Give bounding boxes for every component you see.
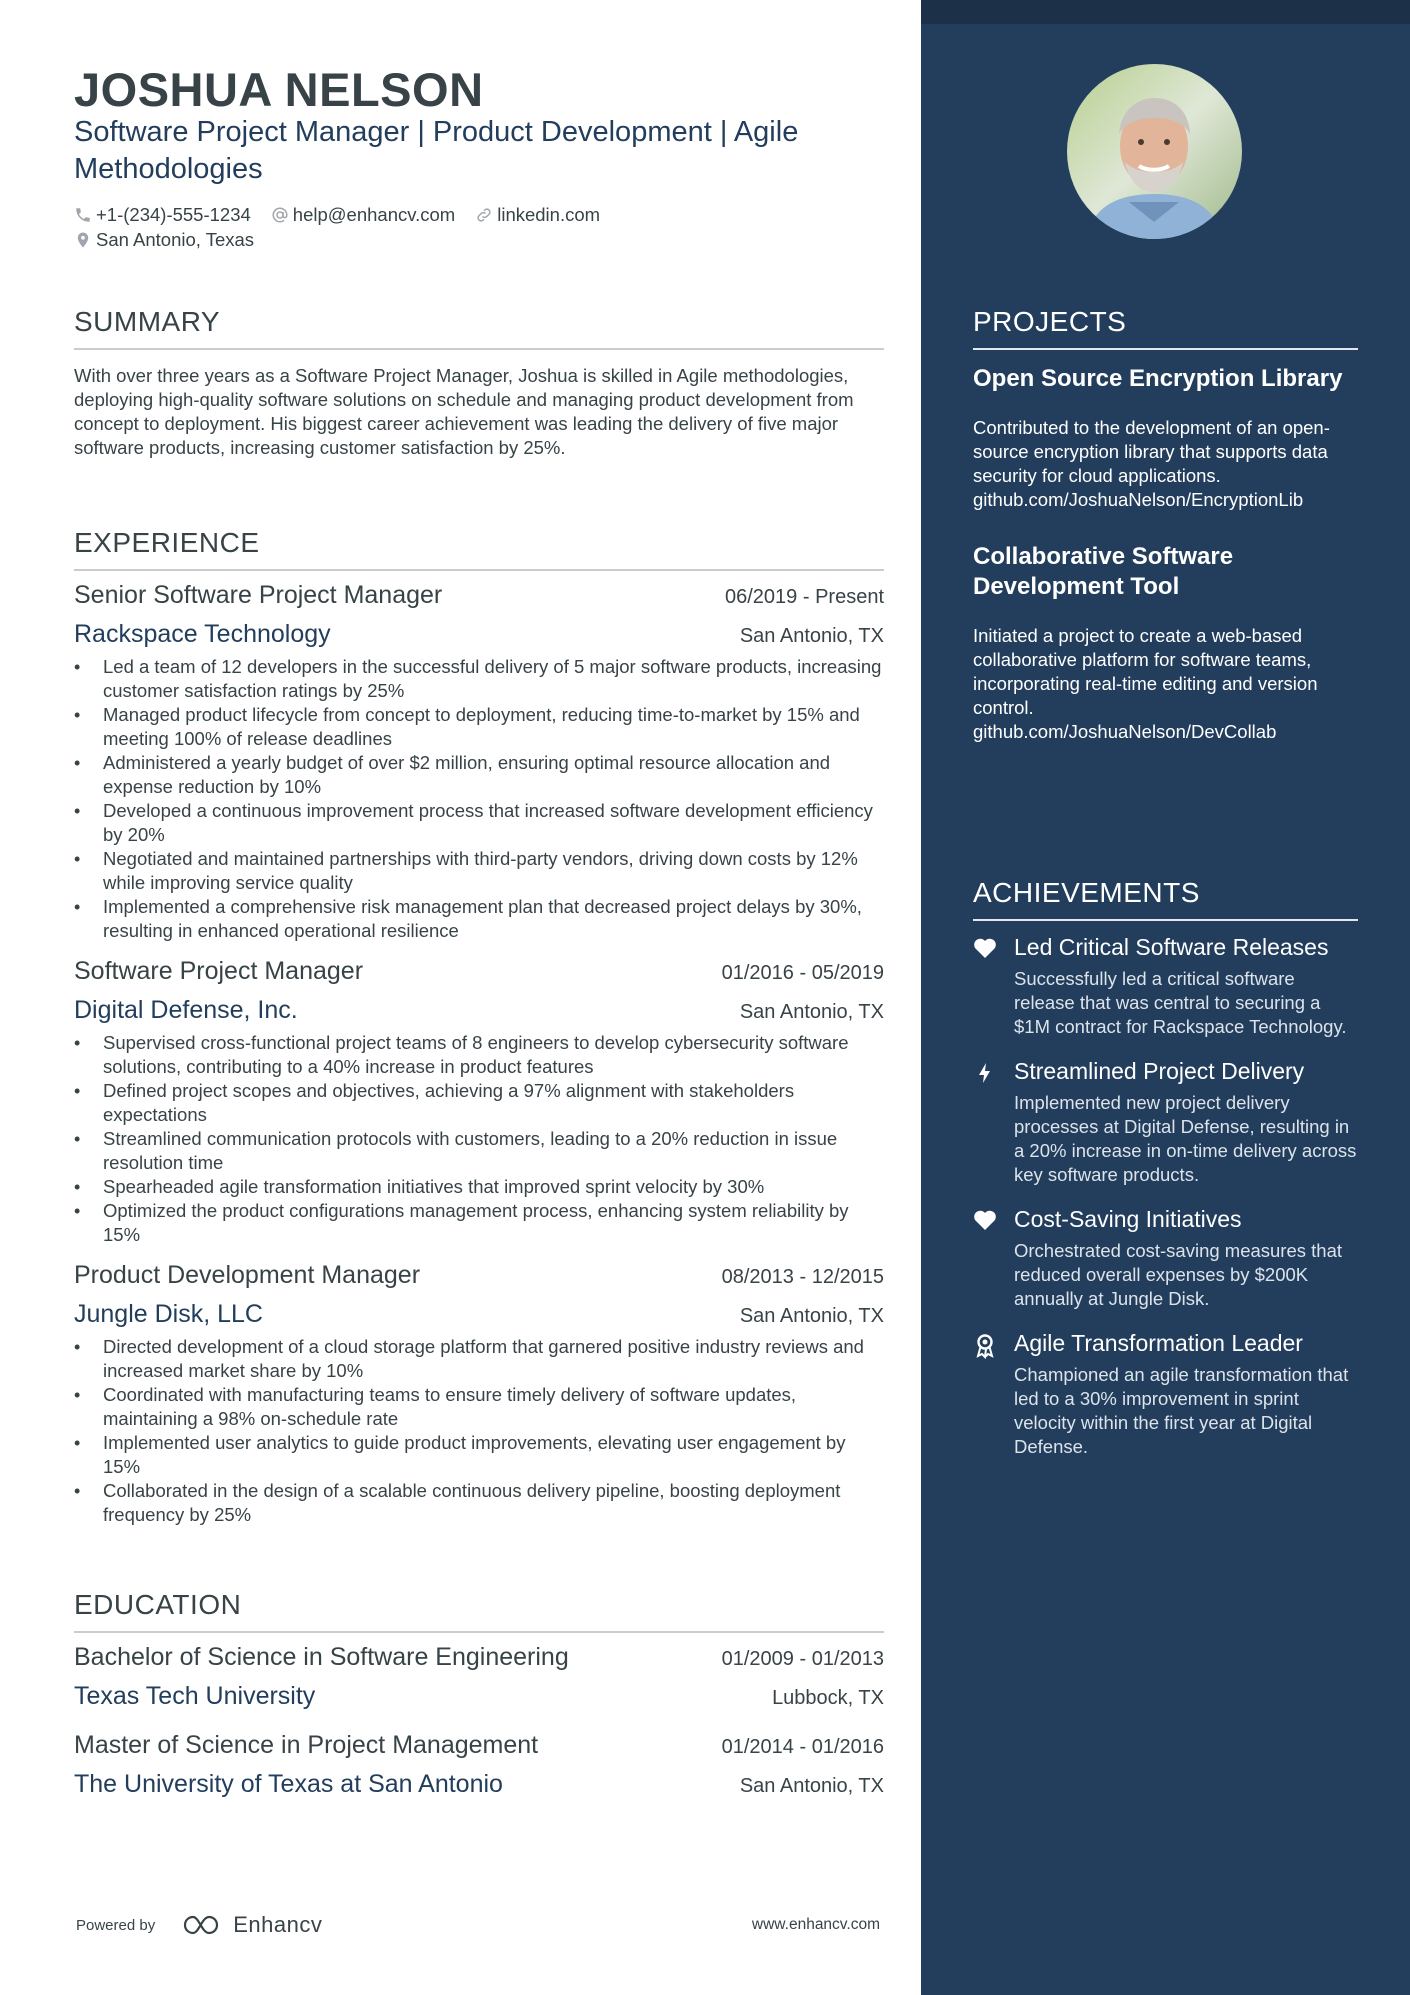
achievement-title: Led Critical Software Releases (1014, 934, 1329, 960)
job-entry (74, 1261, 884, 1527)
degree: Bachelor of Science in Software Engineering (74, 1643, 569, 1671)
project-desc-text: Contributed to the development of an open-source encryption library that supports data security for cloud applications. (973, 417, 1330, 486)
project-description (973, 624, 1358, 744)
achievement-title: Cost-Saving Initiatives (1014, 1206, 1242, 1232)
job-location: San Antonio, TX (739, 1305, 884, 1327)
summary-section (74, 306, 884, 460)
job-company: Jungle Disk, LLC (74, 1300, 263, 1328)
sidebar (921, 0, 1410, 1995)
job-location: San Antonio, TX (739, 1001, 884, 1023)
education-location: San Antonio, TX (739, 1775, 884, 1797)
job-bullet: • Managed product lifecycle from concept to deployment, reducing time-to-market by 15% and meeting 100% of release deadlines (74, 703, 884, 751)
project-title: Collaborative Software Development Tool (973, 543, 1234, 600)
achievement-item (973, 1205, 1358, 1311)
job-bullet: • Directed development of a cloud storage platform that garnered positive industry reviews and increased market share by 10% (74, 1335, 884, 1383)
job-bullet: • Optimized the product configurations management process, enhancing system reliability by 15% (74, 1199, 884, 1247)
email-contact[interactable] (271, 204, 455, 226)
achievement-description: Championed an agile transformation that led to a 30% improvement in sprint velocity within the first year at Digital Defense. (1014, 1364, 1349, 1457)
job-dates: 06/2019 - Present (725, 586, 884, 608)
job-bullet: • Implemented user analytics to guide product improvements, elevating user engagement by 15% (74, 1431, 884, 1479)
email-text: help@enhancv.com (292, 203, 456, 225)
job-bullet: • Implemented a comprehensive risk management plan that decreased project delays by 30%, resulting in enhanced operational resilience (74, 895, 884, 943)
enhancv-logo[interactable] (181, 1912, 322, 1938)
projects-title: PROJECTS (973, 306, 1358, 350)
job-bullet: • Negotiated and maintained partnerships with third-party vendors, driving down costs by 12% while improving service quality (74, 847, 884, 895)
summary-title: SUMMARY (74, 306, 884, 350)
heart-icon (973, 933, 1003, 1039)
job-bullets (74, 1031, 884, 1247)
footer (76, 1912, 880, 1938)
job-role: Product Development Manager (74, 1261, 421, 1289)
education-location: Lubbock, TX (772, 1687, 884, 1709)
achievements-section (973, 877, 1358, 1459)
job-bullet: • Defined project scopes and objectives, achieving a 97% alignment with stakeholders expectations (74, 1079, 884, 1127)
school: Texas Tech University (74, 1682, 316, 1710)
location-pin-icon (74, 231, 92, 249)
avatar-portrait (1067, 64, 1242, 239)
job-entry (74, 581, 884, 943)
education-title: EDUCATION (74, 1589, 884, 1633)
education-entry (74, 1643, 884, 1711)
enhancv-logo-icon (181, 1913, 227, 1937)
projects-section (973, 306, 1358, 744)
heart-icon (973, 1205, 1003, 1311)
enhancv-logo-text: Enhancv (233, 1912, 323, 1937)
location-contact (74, 229, 254, 251)
project-entry (973, 542, 1358, 744)
website-link[interactable]: www.enhancv.com (751, 1916, 880, 1933)
job-bullet: • Administered a yearly budget of over $2 million, ensuring optimal resource allocation and expense reduction by 10% (74, 751, 884, 799)
education-section (74, 1589, 884, 1799)
project-link[interactable]: github.com/JoshuaNelson/DevCollab (973, 721, 1277, 742)
achievement-title: Agile Transformation Leader (1014, 1330, 1303, 1356)
job-bullet: • Streamlined communication protocols with customers, leading to a 20% reduction in issue resolution time (74, 1127, 884, 1175)
education-dates: 01/2009 - 01/2013 (721, 1648, 884, 1670)
job-company: Rackspace Technology (74, 620, 331, 648)
phone-contact[interactable] (74, 204, 251, 226)
achievement-description: Implemented new project delivery processes at Digital Defense, resulting in a 20% increase in on-time delivery across key software products. (1014, 1092, 1357, 1185)
headline: Software Project Manager | Product Development | Agile Methodologies (74, 116, 799, 185)
achievement-item (973, 1057, 1358, 1187)
project-title: Open Source Encryption Library (973, 365, 1343, 392)
job-bullets (74, 1335, 884, 1527)
achievements-title: ACHIEVEMENTS (973, 877, 1358, 921)
at-icon (271, 206, 289, 224)
job-role: Software Project Manager (74, 957, 364, 985)
achievement-description: Successfully led a critical software release that was central to securing a $1M contract for Rackspace Technology. (1014, 968, 1347, 1037)
project-entry (973, 364, 1358, 512)
job-bullet: • Coordinated with manufacturing teams to ensure timely delivery of software updates, maintaining a 98% on-schedule rate (74, 1383, 884, 1431)
education-dates: 01/2014 - 01/2016 (721, 1736, 884, 1758)
job-location: San Antonio, TX (739, 625, 884, 647)
achievement-item (973, 1329, 1358, 1459)
linkedin-text: linkedin.com (497, 203, 601, 225)
job-company: Digital Defense, Inc. (74, 996, 298, 1024)
lightning-icon (973, 1057, 1003, 1187)
job-dates: 08/2013 - 12/2015 (721, 1266, 884, 1288)
experience-title: EXPERIENCE (74, 527, 884, 571)
achievement-description: Orchestrated cost-saving measures that reduced overall expenses by $200K annually at Jungle Disk. (1014, 1240, 1343, 1309)
linkedin-contact[interactable] (475, 204, 600, 226)
phone-text: +1-(234)-555-1234 (96, 203, 251, 225)
project-link[interactable]: github.com/JoshuaNelson/EncryptionLib (973, 489, 1304, 510)
job-bullets (74, 655, 884, 943)
job-role: Senior Software Project Manager (74, 581, 443, 609)
job-dates: 01/2016 - 05/2019 (721, 962, 884, 984)
job-bullet: • Collaborated in the design of a scalable continuous delivery pipeline, boosting deployment frequency by 25% (74, 1479, 884, 1527)
job-bullet: • Led a team of 12 developers in the successful delivery of 5 major software products, increasing customer satisfaction ratings by 25% (74, 655, 884, 703)
link-icon (475, 206, 493, 224)
achievement-title: Streamlined Project Delivery (1014, 1058, 1305, 1084)
achievement-item (973, 933, 1358, 1039)
candidate-name: JOSHUA NELSON (74, 63, 484, 116)
job-entry (74, 957, 884, 1247)
job-bullet: • Developed a continuous improvement process that increased software development efficiency by 20% (74, 799, 884, 847)
phone-icon (74, 206, 92, 224)
avatar (1067, 64, 1242, 239)
experience-section (74, 527, 884, 1527)
education-entry (74, 1731, 884, 1799)
award-icon (973, 1329, 1003, 1459)
powered-by-label: Powered by (76, 1916, 156, 1934)
school: The University of Texas at San Antonio (74, 1770, 503, 1798)
sidebar-top-band (921, 0, 1410, 24)
job-bullet: • Spearheaded agile transformation initiatives that improved sprint velocity by 30% (74, 1175, 884, 1199)
project-desc-text: Initiated a project to create a web-based collaborative platform for software teams, incorporating real-time editing and version control. (973, 625, 1318, 718)
powered-by (76, 1912, 322, 1938)
job-bullet: • Supervised cross-functional project teams of 8 engineers to develop cybersecurity software solutions, contributing to a 40% increase in product features (74, 1031, 884, 1079)
contact-info (74, 202, 874, 252)
project-description (973, 416, 1358, 512)
summary-text: With over three years as a Software Project Manager, Joshua is skilled in Agile methodologies, deploying high-quality software solutions on schedule and managing product development from concept to deployment. His biggest career achievement was leading the delivery of five major software products, increasing customer satisfaction by 25%. (74, 365, 854, 458)
degree: Master of Science in Project Management (74, 1731, 539, 1759)
location-text: San Antonio, Texas (96, 228, 255, 250)
